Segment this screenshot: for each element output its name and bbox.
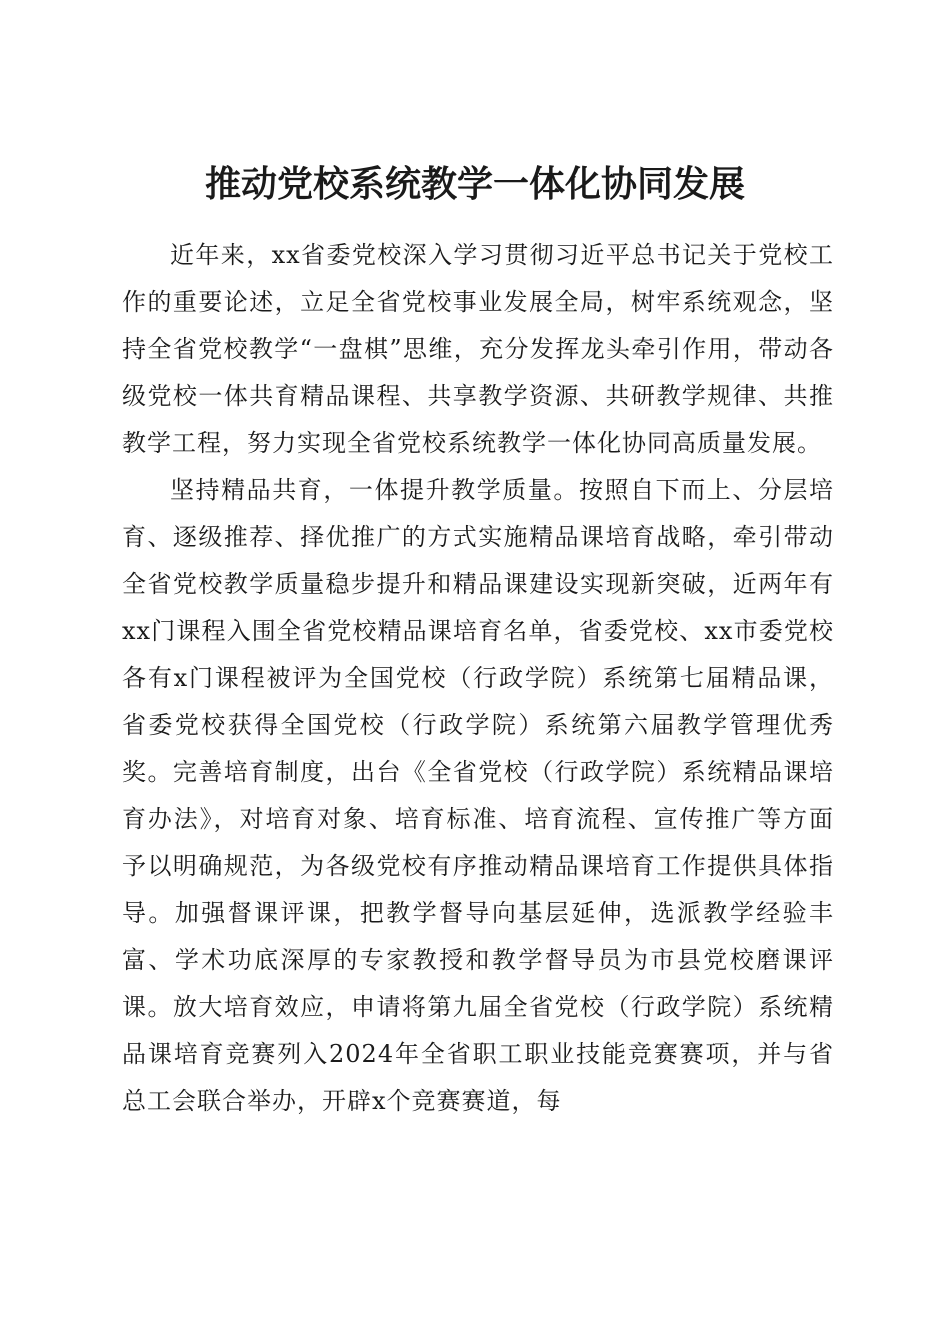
document-title: 推动党校系统教学一体化协同发展: [204, 163, 745, 206]
paragraph-quality: 坚持精品共育，一体提升教学质量。按照自下而上、分层培育、逐级推荐、择优推广的方式实施精品课培育战略，牵引带动全省党校教学质量稳步提升和精品课建设实现新突破，近两年有xx门课程入围全省党校精品课培育名单，省委党校、xx市委党校各有x门课程被评为全国党校（行政学院）系统第七届精品课，省委党校获得全国党校（行政学院）系统第六届教学管理优秀奖。完善培育制度，出台《全省党校（行政学院）系统精品课培育办法》，对培育对象、培育标准、培育流程、宣传推广等方面予以明确规范，为各级党校有序推动精品课培育工作提供具体指导。加强督课评课，把教学督导向基层延伸，选派教学经验丰富、学术功底深厚的专家教授和教学督导员为市县党校磨课评课。放大培育效应，申请将第九届全省党校（行政学院）系统精品课培育竞赛列入2024年全省职工职业技能竞赛赛项，并与省总工会联合举办，开辟x个竞赛赛道，每: [122, 476, 834, 1115]
document-body: [122, 232, 834, 1125]
paragraph-intro: 近年来，xx省委党校深入学习贯彻习近平总书记关于党校工作的重要论述，立足全省党校事业发展全局，树牢系统观念，坚持全省党校教学“一盘棋”思维，充分发挥龙头牵引作用，带动各级党校一体共育精品课程、共享教学资源、共研教学规律、共推教学工程，努力实现全省党校系统教学一体化协同高质量发展。: [122, 241, 834, 457]
